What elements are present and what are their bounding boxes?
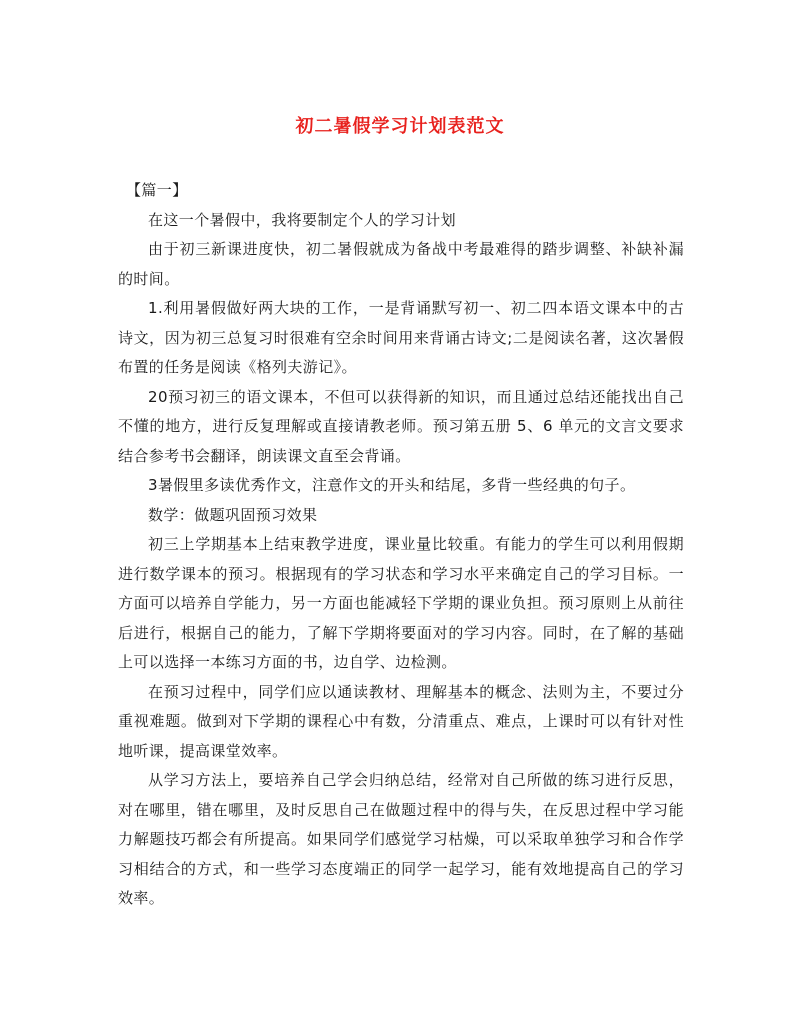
paragraph: 在预习过程中，同学们应以通读教材、理解基本的概念、法则为主，不要过分重视难题。做到对下学期的课程心中有数，分清重点、难点，上课时可以有针对性地听课，提高课堂效率。 [118,682,684,760]
paragraph: 由于初三新课进度快，初二暑假就成为备战中考最难得的踏步调整、补缺补漏的时间。 [118,240,684,288]
paragraph: 从学习方法上，要培养自己学会归纳总结，经常对自己所做的练习进行反思，对在哪里，错在哪里，及时反思自己在做题过程中的得与失，在反思过程中学习能力解题技巧都会有所提高。如果同学们感觉学习枯燥，可以采取单独学习和合作学习相结合的方式，和一些学习态度端正的同学一起学习，能有效地提高自己的学习效率。 [118,771,684,907]
paragraph: 1.利用暑假做好两大块的工作，一是背诵默写初一、初二四本语文课本中的古诗文，因为初三总复习时很难有空余时间用来背诵古诗文;二是阅读名著，这次暑假布置的任务是阅读《格列夫游记》。 [118,299,684,376]
section-label: 【篇一】 [126,181,188,199]
paragraph: 初三上学期基本上结束教学进度，课业量比较重。有能力的学生可以利用假期进行数学课本的预习。根据现有的学习状态和学习水平来确定自己的学习目标。一方面可以培养自学能力，另一方面也能减轻下学期的课业负担。预习原则上从前往后进行，根据自己的能力，了解下学期将要面对的学习内容。同时，在了解的基础上可以选择一本练习方面的书，边自学、边检测。 [118,535,684,671]
document-title: 初二暑假学习计划表范文 [295,116,505,137]
subject-heading: 数学：做题巩固预习效果 [148,505,318,524]
paragraph: 20预习初三的语文课本，不但可以获得新的知识，而且通过总结还能找出自己不懂的地方，进行反复理解或直接请教老师。预习第五册 5、6 单元的文言文要求结合参考书会翻译，朗读课文直至会背诵。 [118,387,684,465]
paragraph: 3暑假里多读优秀作文，注意作文的开头和结尾，多背一些经典的句子。 [148,476,636,494]
document-body [118,176,684,914]
paragraph: 在这一个暑假中，我将要制定个人的学习计划 [148,210,457,229]
